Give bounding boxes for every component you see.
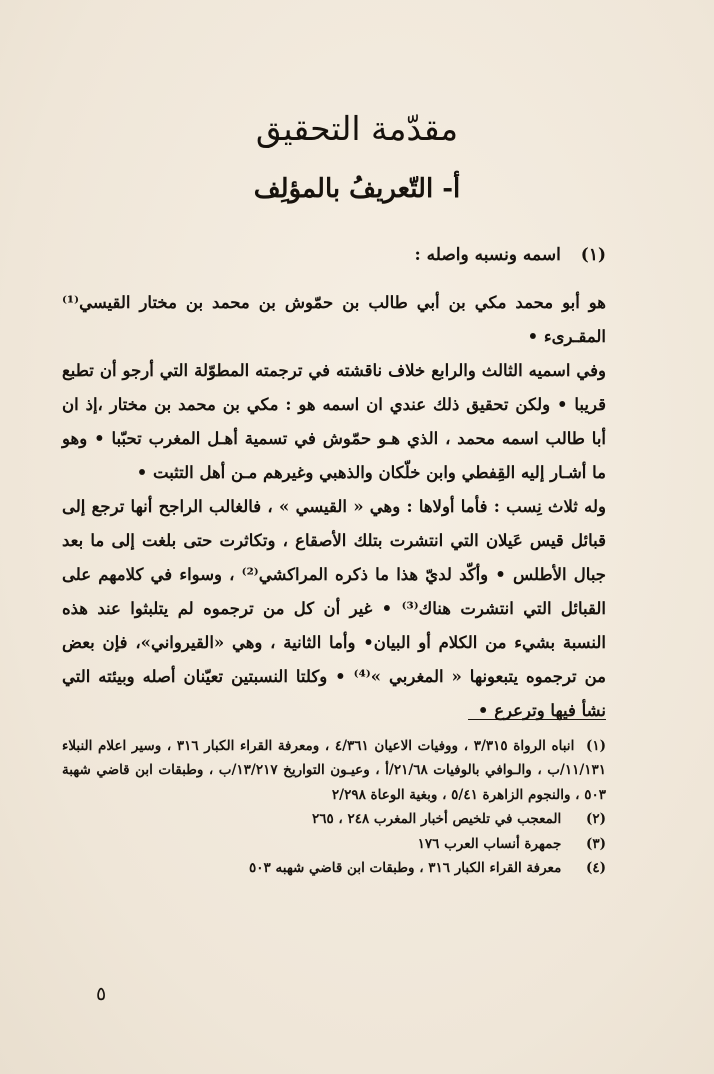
footnote-number: (١) xyxy=(585,738,607,754)
paragraph: وله ثلاث نِسب : فأما أولاها : وهي « القيسي » ، فالغالب الراجح أنها ترجع إلى قبائل قيس عَيلان التي انتشرت بتلك الأصقاع ، وتكاثرت حتى بلغت إلى ما بعد جبال الأطلس • وأكّد لديّ هذا ما ذكره المراكشي⁽²⁾ ، وسواء في كلامهم على القبائل التي انتشرت هناك⁽³⁾ • غير أن كل من ترجموه لم يتلبثوا عند هذه النسبة بشيء من الكلام أو البيان• وأما الثانية ، وهي «القيرواني»، فإن بعض من ترجموه يتبعونها « المغربي »⁽⁴⁾ • وكلتا النسبتين تعيّنان أصله وبيئته التي نشأ فيها وترعرع • xyxy=(62,497,607,720)
footnote-number: (٤) xyxy=(585,860,606,877)
footnote xyxy=(62,832,606,856)
section-heading-text: اسمه ونسبه واصله : xyxy=(414,245,561,265)
footnote xyxy=(62,807,606,831)
page-number: ٥ xyxy=(96,983,107,1005)
footnote-text: معرفة القراء الكبار ٣١٦ ، وطبقات ابن قاضي شهبه ٥٠٣ xyxy=(249,860,562,877)
paragraph: وفي اسميه الثالث والرابع خلاف ناقشته في ترجمته المطوّلة التي أرجو أن تطبع قريبا • ولكن تحقيق ذلك عندي ان اسمه هو : مكي بن محمد بن مختار ،إذ ان أبا طالب اسمه محمد ، الذي هـو حمّوش في تسمية أهـل المغرب تحبّبا • وهو ما أشـار إليه القِفطي وابن خلّكان والذهبي وغيرهم مـن أهل التثبت • xyxy=(62,361,606,482)
body-text xyxy=(62,286,606,728)
paragraph: هو أبو محمد مكي بن أبي طالب بن حمّوش بن محمد بن مختار القيسي⁽¹⁾ المقـرىء • xyxy=(62,293,606,346)
footnotes xyxy=(62,734,606,880)
footnote xyxy=(62,734,606,807)
section-number: (١) xyxy=(580,245,606,265)
section-heading xyxy=(46,236,606,274)
page-title: مقدّمة التحقيق xyxy=(255,109,459,148)
footnote-divider xyxy=(468,719,606,720)
footnote-text: انباه الرواة ٣/٣١٥ ، ووفيات الاعيان ٤/٣٦١ ، ومعرفة القراء الكبار ٣١٦ ، وسير اعلام النبلاء ١١/١٣١/ب ، والـوافي بالوفيات ٢١/٦٨/أ ، وعيـون التواريخ ١٣/٢١٧/ب ، وطبقات ابن قاضي شهبة ٥٠٣ ، والنجوم الزاهرة ٥/٤١ ، وبغية الوعاة ٢/٢٩٨ xyxy=(62,738,607,803)
footnote-text: جمهرة أنساب العرب ١٧٦ xyxy=(417,835,562,852)
section-subtitle: أ- التّعريفُ بالمؤلِف xyxy=(253,174,461,204)
footnote-text: المعجب في تلخيص أخبار المغرب ٢٤٨ ، ٢٦٥ xyxy=(311,811,562,828)
footnote-number: (٢) xyxy=(585,811,606,828)
footnote xyxy=(62,856,606,880)
footnote-number: (٣) xyxy=(585,835,606,852)
